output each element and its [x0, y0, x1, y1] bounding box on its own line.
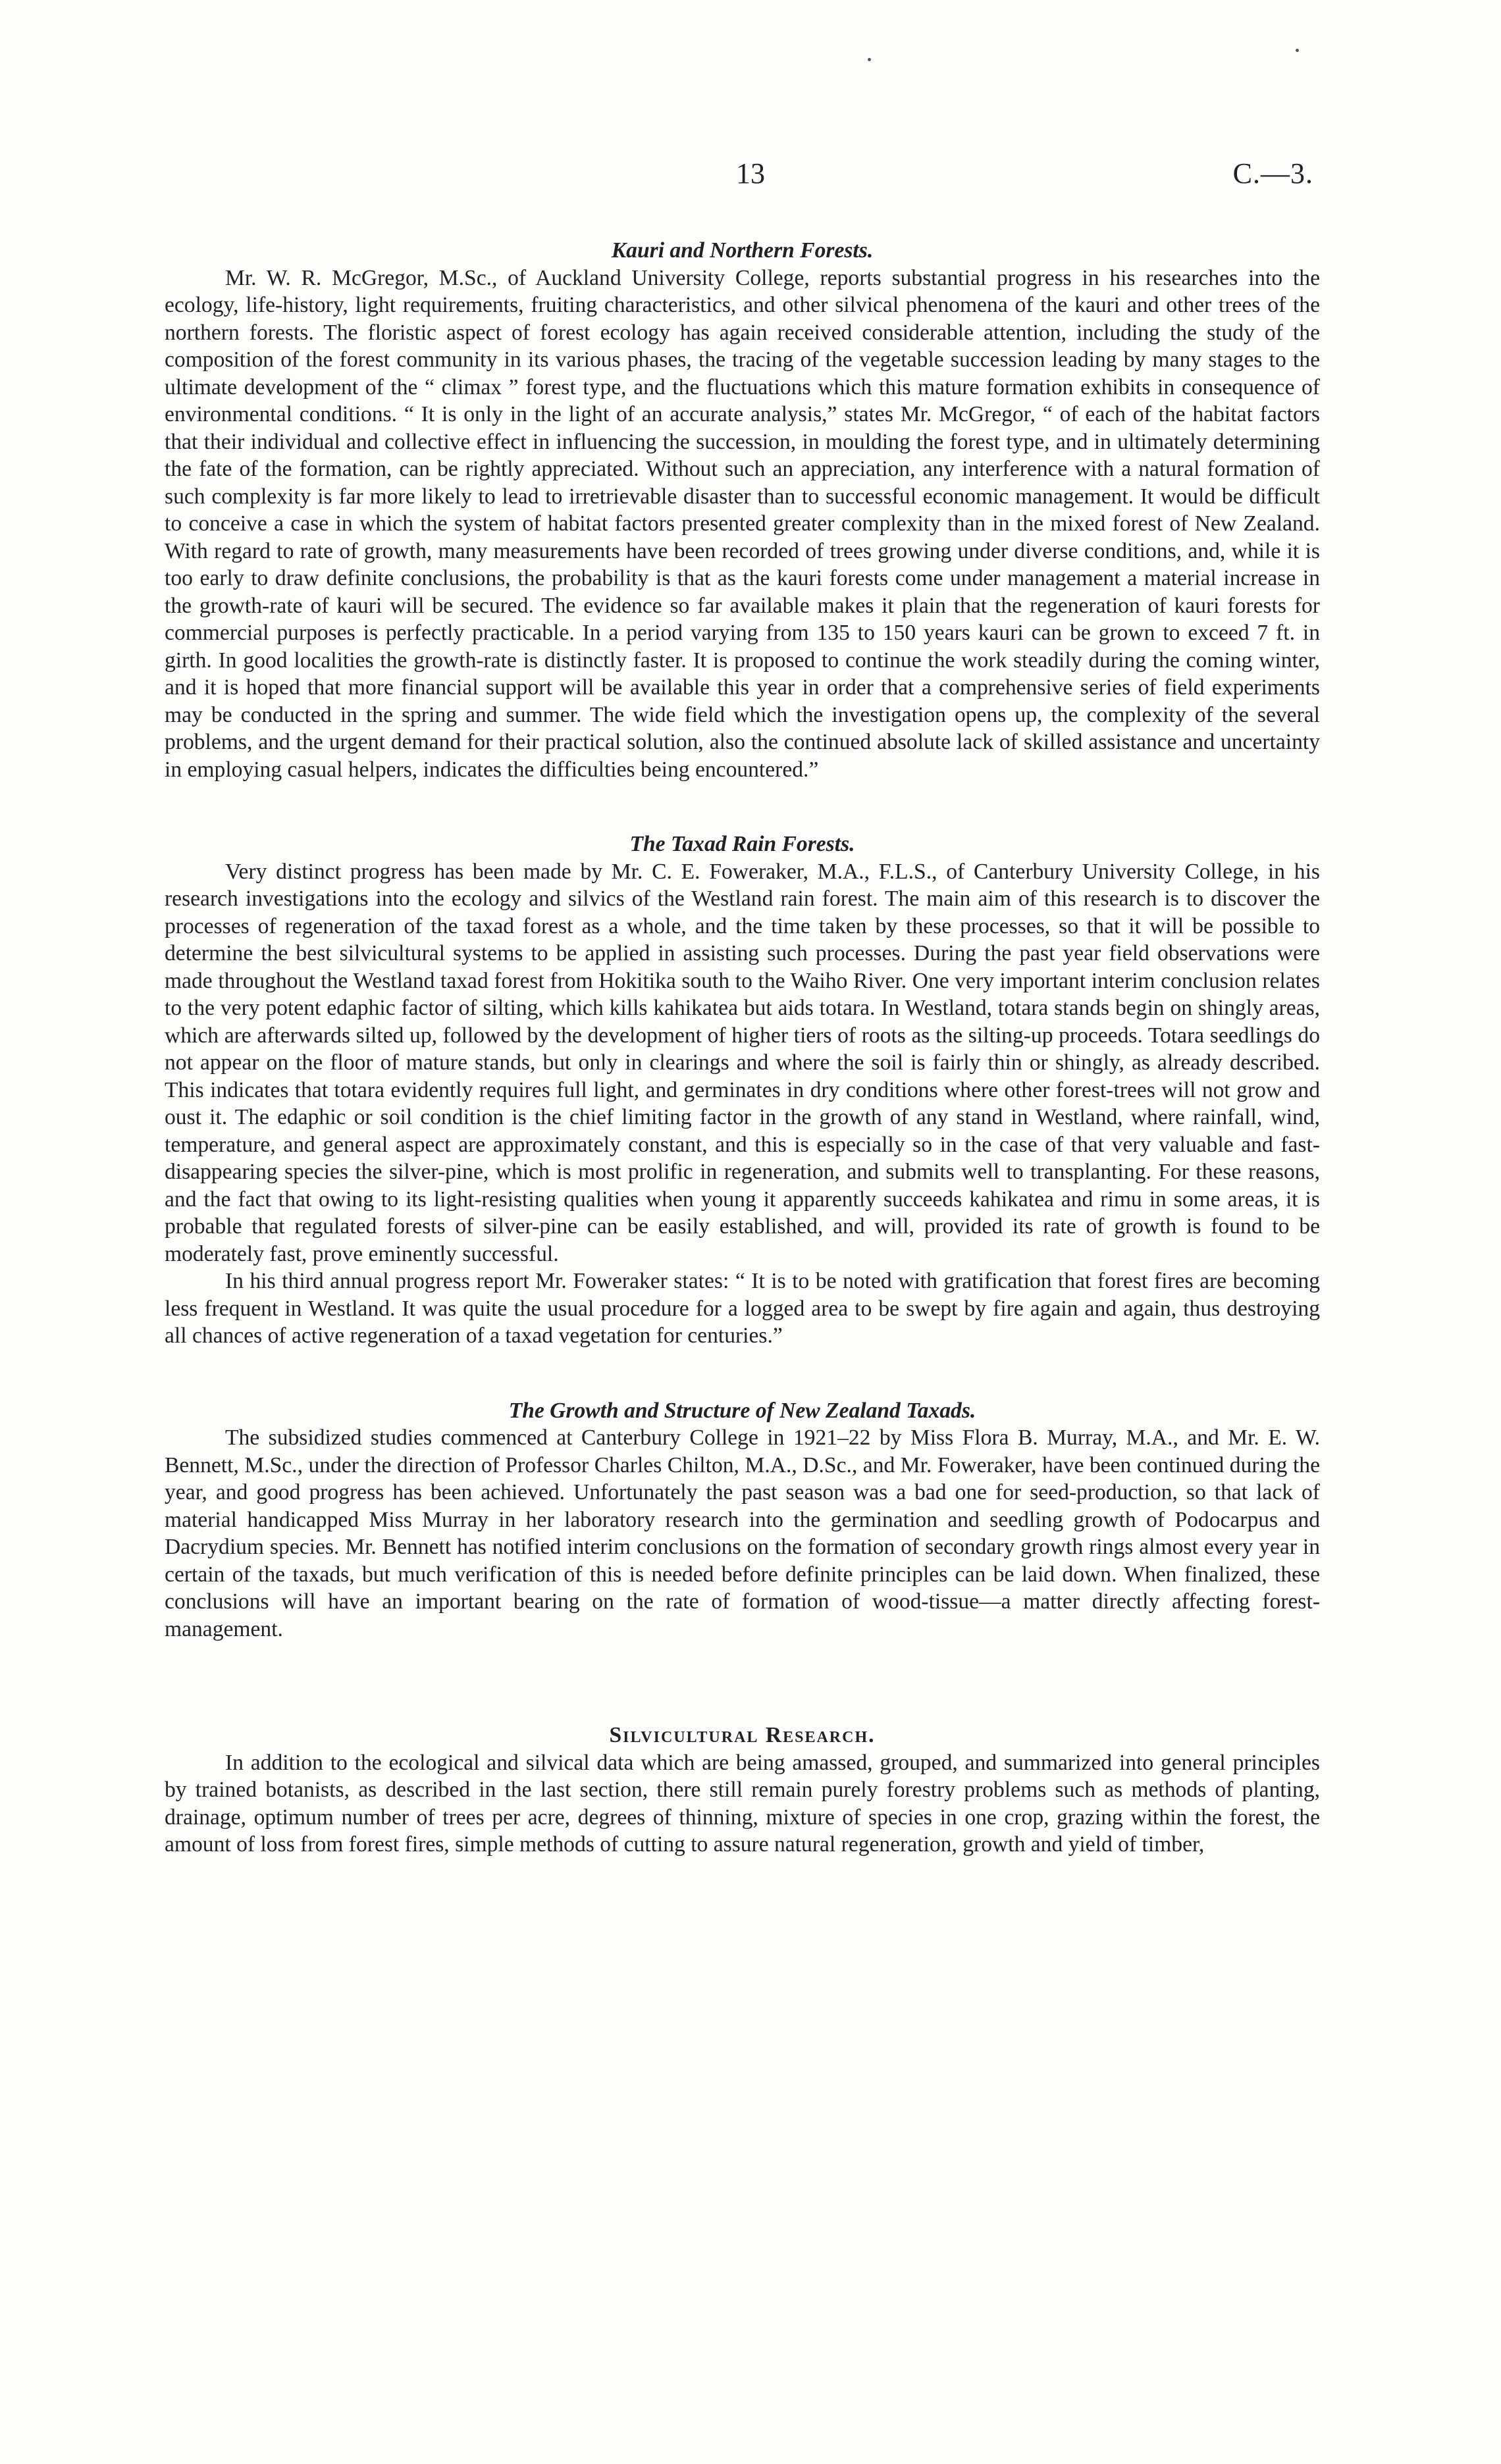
- document-code: C.—3.: [1232, 157, 1313, 190]
- scan-speck: [1296, 49, 1299, 52]
- section-heading-silvicultural-research: Silvicultural Research.: [609, 1723, 876, 1747]
- paragraph: In his third annual progress report Mr. Foweraker states: “ It is to be noted with gratification that forest fires are becoming less frequent in Westland. It was quite the usual procedure for a logged area to be swept by fire again and again, thus destroying all chances of active regeneration of a taxad vegetation for centuries.”: [165, 1269, 1320, 1348]
- page-header: [0, 157, 1501, 209]
- paragraph: The subsidized studies commenced at Canterbury College in 1921–22 by Miss Flora B. Murray, M.A., and Mr. E. W. Bennett, M.Sc., under the direction of Professor Charles Chilton, M.A., D.Sc., and Mr. Foweraker, have been continued during the year, and good progress has been achieved. Unfortunately the past season was a bad one for seed-production, so that lack of material handicapped Miss Murray in her laboratory research into the germination and seedling growth of Podocarpus and Dacrydium species. Mr. Bennett has notified interim conclusions on the formation of secondary growth rings almost every year in certain of the taxads, but much verification of this is needed before definite principles can be laid down. When finalized, these conclusions will have an important bearing on the rate of formation of wood-tissue—a matter directly affecting forest-management.: [165, 1425, 1320, 1641]
- scan-speck: [868, 58, 871, 61]
- paragraph: In addition to the ecological and silvical data which are being amassed, grouped, and summarized into general principles by trained botanists, as described in the last section, there still remain purely forestry problems such as methods of planting, drainage, optimum number of trees per acre, degrees of thinning, mixture of species in one crop, grazing within the forest, the amount of loss from forest fires, simple methods of cutting to assure natural regeneration, growth and yield of timber,: [165, 1750, 1320, 1857]
- paragraph: Very distinct progress has been made by Mr. C. E. Foweraker, M.A., F.L.S., of Canterbury University College, in his research investigations into the ecology and silvics of the Westland rain forest. The main aim of this research is to discover the processes of regeneration of the taxad forest as a whole, and the time taken by these processes, so that it will be possible to determine the best silvicultural systems to be applied in assisting such processes. During the past year field observations were made throughout the Westland taxad forest from Hokitika south to the Waiho River. One very important interim conclusion relates to the very potent edaphic factor of silting, which kills kahikatea but aids totara. In Westland, totara stands begin on shingly areas, which are afterwards silted up, followed by the development of higher tiers of roots as the silting-up proceeds. Totara seedlings do not appear on the floor of mature stands, but only in clearings and where the soil is fairly thin or shingly, as already described. This indicates that totara evidently requires full light, and germinates in dry conditions where other forest-trees will not grow and oust it. The edaphic or soil condition is the chief limiting factor in the growth of any stand in Westland, where rainfall, wind, temperature, and general aspect are approximately constant, and this is especially so in the case of that very valuable and fast-disappearing species the silver-pine, which is most prolific in regeneration, and submits well to transplanting. For these reasons, and the fact that owing to its light-resisting qualities when young it apparently succeeds kahikatea and rimu in some areas, it is probable that regulated forests of silver-pine can be easily established, and will, provided its rate of growth is found to be moderately fast, prove eminently successful.: [165, 859, 1320, 1266]
- page-body: [165, 237, 1320, 1859]
- section-heading-taxad-rain-forests: The Taxad Rain Forests.: [629, 832, 855, 856]
- page-number: 13: [736, 157, 765, 190]
- paragraph: Mr. W. R. McGregor, M.Sc., of Auckland University College, reports substantial progress in his researches into the ecology, life-history, light requirements, fruiting characteristics, and other silvical phenomena of the kauri and other trees of the northern forests. The floristic aspect of forest ecology has again received considerable attention, including the study of the composition of the forest community in its various phases, the tracing of the vegetable succession leading by many stages to the ultimate development of the “ climax ” forest type, and the fluctuations which this mature formation exhibits in consequence of environmental conditions. “ It is only in the light of an accurate analysis,” states Mr. McGregor, “ of each of the habitat factors that their individual and collective effect in influencing the succession, in moulding the forest type, and in ultimately determining the fate of the formation, can be rightly appreciated. Without such an appreciation, any interference with a natural formation of such complexity is far more likely to lead to irretrievable disaster than to successful economic management. It would be difficult to conceive a case in which the system of habitat factors presented greater complexity than in the mixed forest of New Zealand. With regard to rate of growth, many measurements have been recorded of trees growing under diverse conditions, and, while it is too early to draw definite conclusions, the probability is that as the kauri forests come under management a material increase in the growth-rate of kauri will be secured. The evidence so far available makes it plain that the regeneration of kauri forests for commercial purposes is perfectly practicable. In a period varying from 135 to 150 years kauri can be grown to exceed 7 ft. in girth. In good localities the growth-rate is distinctly faster. It is proposed to continue the work steadily during the coming winter, and it is hoped that more financial support will be available this year in order that a comprehensive series of field experiments may be conducted in the spring and summer. The wide field which the investigation opens up, the complexity of the several problems, and the urgent demand for their practical solution, also the continued absolute lack of skilled assistance and uncertainty in employing casual helpers, indicates the difficulties being encountered.”: [165, 265, 1320, 782]
- section-heading-taxads-growth: The Growth and Structure of New Zealand Taxads.: [508, 1398, 976, 1423]
- section-heading-kauri: Kauri and Northern Forests.: [611, 238, 874, 263]
